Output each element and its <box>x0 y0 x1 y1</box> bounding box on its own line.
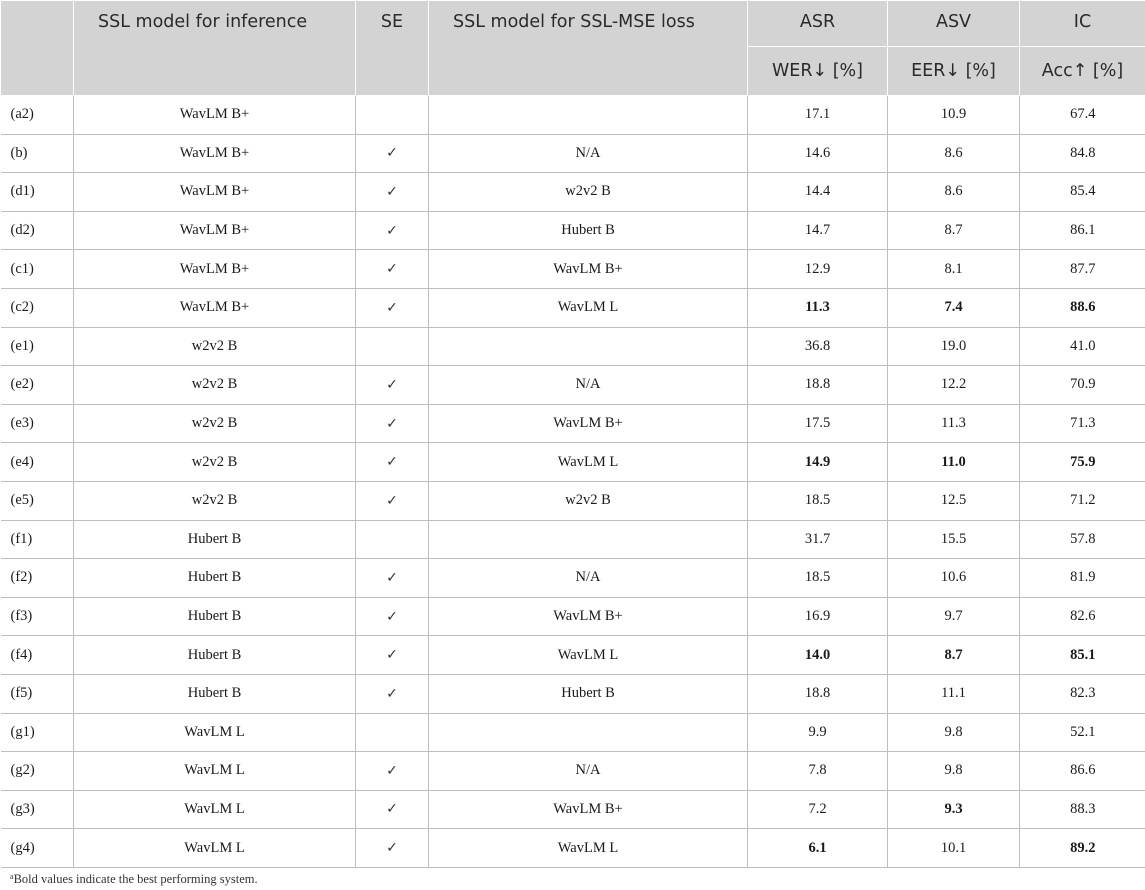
table-row <box>1 327 1145 366</box>
cell-id: (e5) <box>1 481 74 520</box>
cell-acc: 88.6 <box>1020 288 1145 327</box>
cell-wer: 18.5 <box>748 559 888 598</box>
cell-acc: 82.3 <box>1020 674 1145 713</box>
table-row <box>1 366 1145 405</box>
cell-loss-model: N/A <box>429 752 748 791</box>
cell-loss-model: WavLM B+ <box>429 404 748 443</box>
cell-eer: 9.7 <box>888 597 1020 636</box>
cell-loss-model: WavLM L <box>429 288 748 327</box>
cell-eer: 10.1 <box>888 829 1020 868</box>
cell-id: (b) <box>1 134 74 173</box>
cell-acc: 85.1 <box>1020 636 1145 675</box>
cell-id: (g1) <box>1 713 74 752</box>
cell-eer: 7.4 <box>888 288 1020 327</box>
cell-eer: 12.5 <box>888 481 1020 520</box>
header-asr: ASR <box>748 1 888 47</box>
cell-eer: 11.1 <box>888 674 1020 713</box>
cell-id: (f4) <box>1 636 74 675</box>
cell-wer: 12.9 <box>748 250 888 289</box>
cell-eer: 8.7 <box>888 636 1020 675</box>
table-row <box>1 636 1145 675</box>
table-row <box>1 250 1145 289</box>
cell-wer: 14.7 <box>748 211 888 250</box>
cell-se-check <box>356 520 429 559</box>
header-eer: EER↓ [%] <box>888 47 1020 96</box>
cell-eer: 10.6 <box>888 559 1020 598</box>
cell-acc: 52.1 <box>1020 713 1145 752</box>
cell-inference-model: WavLM L <box>74 829 356 868</box>
cell-wer: 7.8 <box>748 752 888 791</box>
cell-loss-model: N/A <box>429 559 748 598</box>
cell-se-check: ✓ <box>356 559 429 598</box>
table-body <box>1 96 1145 868</box>
cell-id: (e3) <box>1 404 74 443</box>
cell-eer: 19.0 <box>888 327 1020 366</box>
cell-se-check: ✓ <box>356 288 429 327</box>
cell-loss-model: WavLM B+ <box>429 250 748 289</box>
table-row <box>1 520 1145 559</box>
cell-id: (d1) <box>1 173 74 212</box>
cell-se-check: ✓ <box>356 790 429 829</box>
cell-acc: 71.3 <box>1020 404 1145 443</box>
cell-inference-model: WavLM L <box>74 713 356 752</box>
cell-se-check: ✓ <box>356 636 429 675</box>
table-row <box>1 752 1145 791</box>
cell-wer: 9.9 <box>748 713 888 752</box>
cell-se-check <box>356 713 429 752</box>
cell-loss-model: WavLM L <box>429 443 748 482</box>
cell-loss-model: WavLM B+ <box>429 597 748 636</box>
cell-id: (f1) <box>1 520 74 559</box>
cell-acc: 89.2 <box>1020 829 1145 868</box>
header-id <box>1 1 74 96</box>
cell-acc: 82.6 <box>1020 597 1145 636</box>
table-row <box>1 674 1145 713</box>
cell-se-check: ✓ <box>356 404 429 443</box>
cell-inference-model: Hubert B <box>74 597 356 636</box>
cell-acc: 88.3 <box>1020 790 1145 829</box>
cell-inference-model: w2v2 B <box>74 327 356 366</box>
cell-se-check: ✓ <box>356 829 429 868</box>
cell-inference-model: WavLM B+ <box>74 96 356 135</box>
table-row <box>1 790 1145 829</box>
table-row <box>1 134 1145 173</box>
cell-id: (e1) <box>1 327 74 366</box>
cell-loss-model: WavLM L <box>429 829 748 868</box>
cell-wer: 31.7 <box>748 520 888 559</box>
header-acc: Acc↑ [%] <box>1020 47 1145 96</box>
cell-inference-model: Hubert B <box>74 559 356 598</box>
cell-inference-model: Hubert B <box>74 520 356 559</box>
cell-inference-model: WavLM B+ <box>74 134 356 173</box>
cell-id: (f5) <box>1 674 74 713</box>
cell-loss-model <box>429 520 748 559</box>
table-row <box>1 211 1145 250</box>
cell-inference-model: WavLM L <box>74 790 356 829</box>
cell-acc: 86.6 <box>1020 752 1145 791</box>
cell-id: (f3) <box>1 597 74 636</box>
cell-loss-model: Hubert B <box>429 211 748 250</box>
cell-loss-model: w2v2 B <box>429 173 748 212</box>
cell-loss-model: WavLM L <box>429 636 748 675</box>
cell-id: (c2) <box>1 288 74 327</box>
table-row <box>1 96 1145 135</box>
cell-acc: 81.9 <box>1020 559 1145 598</box>
cell-inference-model: WavLM B+ <box>74 173 356 212</box>
cell-wer: 18.8 <box>748 366 888 405</box>
table-row <box>1 404 1145 443</box>
table-footnote <box>10 872 258 887</box>
cell-id: (f2) <box>1 559 74 598</box>
header-inference-model: SSL model for inference <box>74 1 356 96</box>
cell-loss-model <box>429 327 748 366</box>
cell-inference-model: WavLM B+ <box>74 288 356 327</box>
cell-se-check: ✓ <box>356 752 429 791</box>
cell-eer: 8.6 <box>888 134 1020 173</box>
footnote-text: Bold values indicate the best performing system. <box>13 872 258 886</box>
cell-acc: 41.0 <box>1020 327 1145 366</box>
cell-acc: 71.2 <box>1020 481 1145 520</box>
cell-eer: 9.3 <box>888 790 1020 829</box>
cell-wer: 36.8 <box>748 327 888 366</box>
header-loss-model: SSL model for SSL-MSE loss <box>429 1 748 96</box>
cell-se-check: ✓ <box>356 443 429 482</box>
cell-eer: 12.2 <box>888 366 1020 405</box>
cell-acc: 75.9 <box>1020 443 1145 482</box>
cell-acc: 87.7 <box>1020 250 1145 289</box>
cell-wer: 11.3 <box>748 288 888 327</box>
table-row <box>1 559 1145 598</box>
cell-inference-model: WavLM B+ <box>74 250 356 289</box>
cell-se-check: ✓ <box>356 250 429 289</box>
table-row <box>1 443 1145 482</box>
table-row <box>1 829 1145 868</box>
cell-se-check: ✓ <box>356 597 429 636</box>
cell-acc: 67.4 <box>1020 96 1145 135</box>
cell-se-check <box>356 327 429 366</box>
cell-eer: 15.5 <box>888 520 1020 559</box>
cell-loss-model <box>429 713 748 752</box>
cell-eer: 8.1 <box>888 250 1020 289</box>
cell-wer: 7.2 <box>748 790 888 829</box>
cell-se-check <box>356 96 429 135</box>
cell-wer: 18.5 <box>748 481 888 520</box>
cell-se-check: ✓ <box>356 211 429 250</box>
cell-acc: 57.8 <box>1020 520 1145 559</box>
cell-id: (g4) <box>1 829 74 868</box>
table-row <box>1 481 1145 520</box>
table-row <box>1 713 1145 752</box>
header-ic: IC <box>1020 1 1145 47</box>
cell-eer: 8.7 <box>888 211 1020 250</box>
cell-se-check: ✓ <box>356 674 429 713</box>
cell-se-check: ✓ <box>356 134 429 173</box>
footnote-marker: a <box>10 872 14 881</box>
header-wer: WER↓ [%] <box>748 47 888 96</box>
cell-wer: 14.9 <box>748 443 888 482</box>
cell-loss-model <box>429 96 748 135</box>
cell-eer: 10.9 <box>888 96 1020 135</box>
cell-loss-model: N/A <box>429 134 748 173</box>
cell-se-check: ✓ <box>356 366 429 405</box>
cell-loss-model: Hubert B <box>429 674 748 713</box>
cell-wer: 17.1 <box>748 96 888 135</box>
cell-wer: 17.5 <box>748 404 888 443</box>
cell-inference-model: w2v2 B <box>74 481 356 520</box>
cell-id: (c1) <box>1 250 74 289</box>
cell-wer: 18.8 <box>748 674 888 713</box>
cell-wer: 16.9 <box>748 597 888 636</box>
cell-eer: 9.8 <box>888 752 1020 791</box>
cell-inference-model: WavLM B+ <box>74 211 356 250</box>
cell-loss-model: N/A <box>429 366 748 405</box>
cell-id: (e2) <box>1 366 74 405</box>
cell-inference-model: w2v2 B <box>74 443 356 482</box>
cell-eer: 11.0 <box>888 443 1020 482</box>
cell-id: (d2) <box>1 211 74 250</box>
header-asv: ASV <box>888 1 1020 47</box>
cell-wer: 14.0 <box>748 636 888 675</box>
cell-inference-model: w2v2 B <box>74 404 356 443</box>
cell-loss-model: WavLM B+ <box>429 790 748 829</box>
table-row <box>1 173 1145 212</box>
cell-wer: 6.1 <box>748 829 888 868</box>
table-row <box>1 288 1145 327</box>
cell-acc: 85.4 <box>1020 173 1145 212</box>
table-row <box>1 597 1145 636</box>
cell-inference-model: WavLM L <box>74 752 356 791</box>
cell-se-check: ✓ <box>356 173 429 212</box>
cell-eer: 8.6 <box>888 173 1020 212</box>
header-se: SE <box>356 1 429 96</box>
cell-se-check: ✓ <box>356 481 429 520</box>
cell-eer: 9.8 <box>888 713 1020 752</box>
cell-acc: 86.1 <box>1020 211 1145 250</box>
cell-id: (a2) <box>1 96 74 135</box>
cell-acc: 84.8 <box>1020 134 1145 173</box>
cell-wer: 14.6 <box>748 134 888 173</box>
table-header <box>1 1 1145 96</box>
cell-inference-model: Hubert B <box>74 674 356 713</box>
cell-id: (e4) <box>1 443 74 482</box>
cell-eer: 11.3 <box>888 404 1020 443</box>
cell-inference-model: Hubert B <box>74 636 356 675</box>
cell-inference-model: w2v2 B <box>74 366 356 405</box>
cell-id: (g2) <box>1 752 74 791</box>
cell-id: (g3) <box>1 790 74 829</box>
cell-acc: 70.9 <box>1020 366 1145 405</box>
cell-loss-model: w2v2 B <box>429 481 748 520</box>
cell-wer: 14.4 <box>748 173 888 212</box>
